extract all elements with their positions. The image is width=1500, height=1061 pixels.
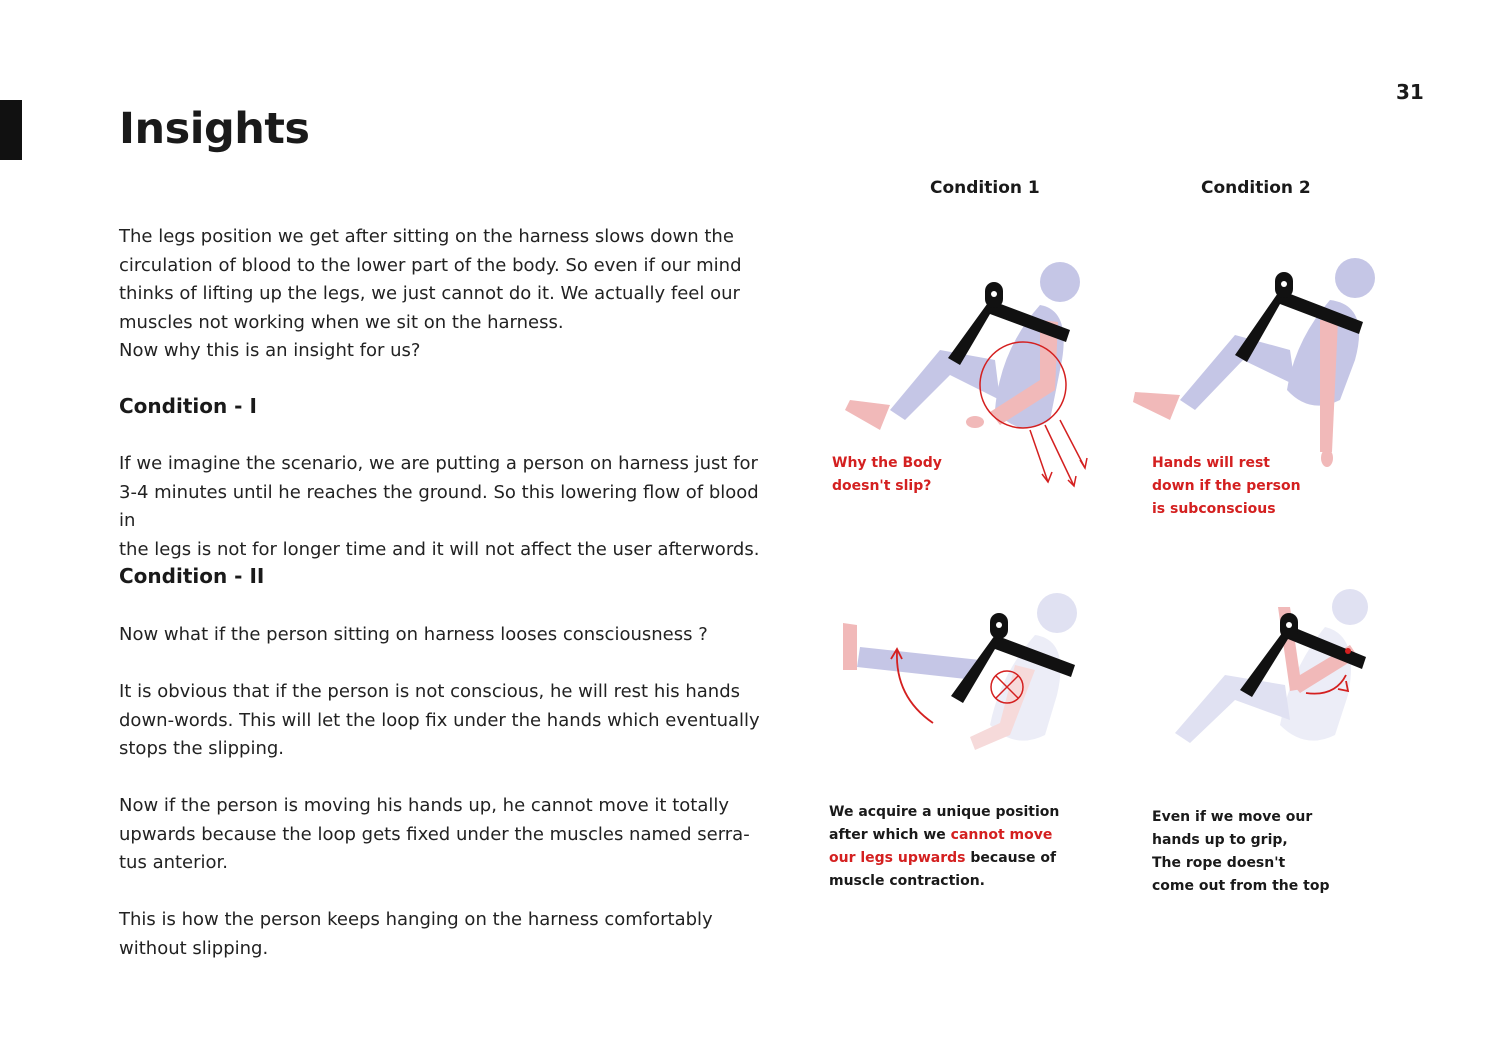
column-heading-condition-1: Condition 1 (930, 178, 1040, 198)
caption-line: muscle contraction. (829, 873, 985, 889)
text-line: muscles not working when we sit on the harness. (119, 311, 564, 333)
leg (1133, 392, 1180, 420)
buckle-hole (991, 291, 997, 297)
caption-hands-up-grip (1152, 806, 1329, 898)
caption-why-body-doesnt-slip (832, 452, 942, 498)
buckle-hole (1286, 622, 1292, 628)
buckle-hole (996, 622, 1002, 628)
caption-line: is subconscious (1152, 501, 1276, 517)
condition-2-paragraph-4 (119, 906, 779, 963)
text-line: without slipping. (119, 937, 269, 959)
foot (843, 623, 857, 670)
head (1332, 589, 1368, 625)
condition-2-paragraph-1 (119, 621, 779, 650)
illustration-condition-2-hands-up (1130, 585, 1390, 765)
caption-line: Why the Body (832, 455, 942, 471)
caption-line: Hands will rest (1152, 455, 1270, 471)
page-title: Insights (119, 104, 310, 154)
text-line: upwards because the loop gets fixed under the muscles named serra- (119, 823, 750, 845)
condition-2-paragraph-3 (119, 792, 779, 878)
thigh (1175, 675, 1290, 743)
caption-text: after which we (829, 827, 951, 843)
text-line: tus anterior. (119, 852, 229, 873)
text-line: It is obvious that if the person is not conscious, he will rest his hands (119, 681, 740, 702)
condition-2-heading: Condition - II (119, 564, 265, 588)
text-line: thinks of lifting up the legs, we just cannot do it. We actually feel our (119, 283, 740, 304)
head (1037, 593, 1077, 633)
text-line: If we imagine the scenario, we are putting a person on harness just for (119, 453, 758, 474)
hand (966, 416, 984, 428)
buckle-hole (1281, 281, 1287, 287)
text-line: The legs position we get after sitting on the harness slows down the (119, 226, 734, 247)
caption-line: The rope doesn't (1152, 855, 1286, 871)
text-line: This is how the person keeps hanging on the harness comfortably (119, 909, 713, 930)
caption-hands-rest-down (1152, 452, 1301, 521)
illustration-condition-2-legs (835, 585, 1095, 765)
caption-line: We acquire a unique position (829, 804, 1060, 820)
condition-2-paragraph-2 (119, 678, 779, 764)
arrow-1 (1030, 430, 1048, 482)
caption-line: come out from the top (1152, 878, 1330, 894)
text-line: the legs is not for longer time and it will not affect the user afterwords. (119, 538, 760, 560)
text-line: Now if the person is moving his hands up, he cannot move it totally (119, 795, 730, 816)
text-line: 3-4 minutes until he reaches the ground. So this lowering flow of blood in (119, 481, 759, 531)
column-heading-condition-2: Condition 2 (1201, 178, 1311, 198)
text-line: Now what if the person sitting on harness looses consciousness ? (119, 624, 708, 645)
text-line: stops the slipping. (119, 738, 285, 759)
thigh (1180, 335, 1295, 410)
intro-paragraph (119, 223, 779, 366)
caption-line: hands up to grip, (1152, 832, 1288, 848)
caption-unique-position (829, 801, 1059, 893)
caption-line: down if the person (1152, 478, 1301, 494)
leg-raised (857, 647, 980, 680)
caption-text: because of (965, 850, 1057, 866)
pivot-dot (1345, 648, 1351, 654)
condition-1-heading: Condition - I (119, 394, 257, 418)
caption-line: Even if we move our (1152, 809, 1313, 825)
text-line: circulation of blood to the lower part of the body. So even if our mind (119, 254, 742, 276)
arrow-heads (1042, 458, 1087, 486)
illustration-condition-1-hands-down (1125, 250, 1385, 470)
text-line: Now why this is an insight for us? (119, 340, 421, 361)
hand (1321, 449, 1333, 467)
text-line: down-words. This will let the loop fix under the hands which eventually (119, 709, 760, 731)
section-tab-marker (0, 100, 22, 160)
page-number: 31 (1396, 80, 1424, 104)
head (1040, 262, 1080, 302)
leg (845, 400, 890, 430)
caption-line: doesn't slip? (832, 478, 932, 494)
caption-highlight: our legs upwards (829, 850, 966, 866)
thigh (890, 350, 1000, 420)
condition-1-paragraph (119, 450, 779, 564)
caption-highlight: cannot move (950, 827, 1053, 843)
caption-line (829, 824, 1059, 847)
caption-line (829, 847, 1059, 870)
head (1335, 258, 1375, 298)
